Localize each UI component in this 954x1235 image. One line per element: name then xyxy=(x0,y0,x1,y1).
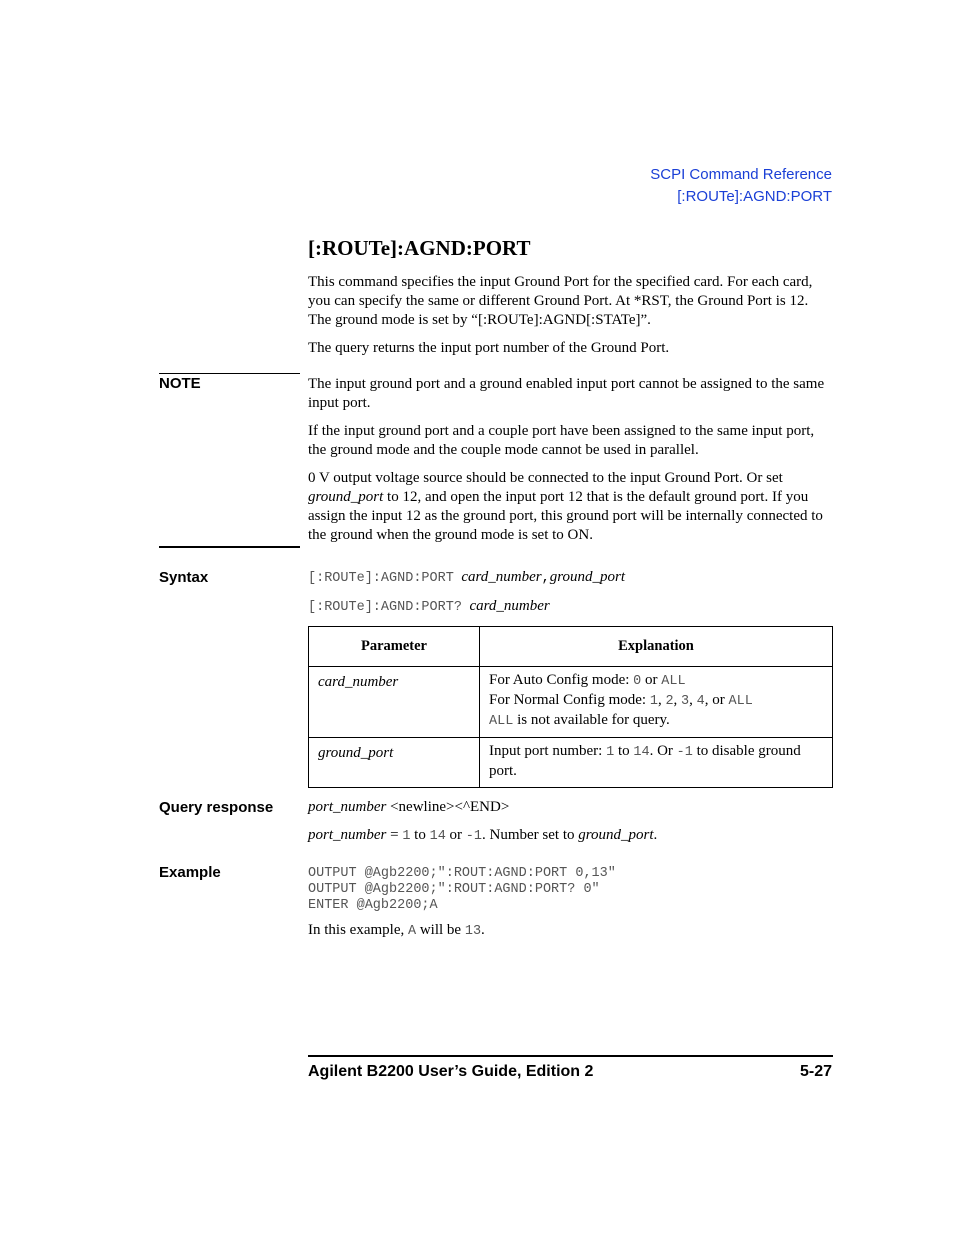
response-text: <newline><^END> xyxy=(386,799,510,815)
intro-section xyxy=(308,273,833,367)
value: 14 xyxy=(429,829,446,844)
value: ALL xyxy=(489,714,514,729)
text: to xyxy=(410,827,430,843)
query-response-label: Query response xyxy=(159,799,274,816)
intro-paragraph-1: This command specifies the input Ground Port for the specified card. For each card, you can specify the same or different Ground Port. At *RST, the Ground Port is 12. The ground mode is set by “[:ROUTe]:AGND[:STATe]”. xyxy=(308,274,813,328)
text: will be xyxy=(416,922,465,938)
intro-paragraph-2: The query returns the input port number of the Ground Port. xyxy=(308,340,670,356)
text: For Auto Config mode: xyxy=(489,672,634,688)
syntax-separator: , xyxy=(541,571,550,586)
param-explanation-cell xyxy=(480,738,833,788)
explanation-line xyxy=(489,671,823,691)
table-header-cell: Explanation xyxy=(480,627,833,667)
query-response-line-1 xyxy=(308,799,509,816)
explanation-line xyxy=(489,711,823,731)
value: 14 xyxy=(633,745,650,760)
syntax-arg: ground_port xyxy=(549,569,626,585)
note-bottom-rule xyxy=(159,546,300,548)
value: 4 xyxy=(696,694,705,709)
text: . xyxy=(653,827,658,843)
value: -1 xyxy=(465,829,482,844)
parameter-table xyxy=(308,626,833,788)
running-header-subsection: [:ROUTe]:AGND:PORT xyxy=(677,188,832,205)
response-param: ground_port xyxy=(578,827,654,843)
value: 1 xyxy=(402,829,411,844)
text: is not available for query. xyxy=(513,712,670,728)
footer-rule xyxy=(308,1055,833,1057)
text: , or xyxy=(704,692,729,708)
value: 2 xyxy=(665,694,674,709)
page-number: 5-27 xyxy=(799,1063,832,1080)
note-paragraph-3 xyxy=(308,469,833,545)
footer-title: Agilent B2200 User’s Guide, Edition 2 xyxy=(308,1063,594,1080)
value: 1 xyxy=(606,745,615,760)
code-line: OUTPUT @Agb2200;":ROUT:AGND:PORT 0,13" xyxy=(308,866,616,881)
value: 13 xyxy=(464,924,482,939)
param-name-cell: card_number xyxy=(309,667,480,738)
syntax-command: [:ROUTe]:AGND:PORT xyxy=(308,571,454,586)
syntax-command: [:ROUTe]:AGND:PORT? xyxy=(308,600,462,615)
note-text: to 12, and open the input port 12 that is the default ground port. If you assign the input 12 as the ground port, this ground port will be internally connected to the ground when the ground mode is set to ON. xyxy=(308,489,823,543)
value: ALL xyxy=(661,674,686,689)
value: 0 xyxy=(633,674,642,689)
note-param: ground_port xyxy=(308,489,384,505)
query-response-line-2 xyxy=(308,827,657,844)
example-result xyxy=(308,922,485,939)
text: , xyxy=(657,692,666,708)
note-top-rule xyxy=(159,373,300,374)
table-header-row xyxy=(309,627,833,667)
value: A xyxy=(407,924,417,939)
text: . xyxy=(481,922,485,938)
table-header-cell: Parameter xyxy=(309,627,480,667)
value: 1 xyxy=(649,694,658,709)
text: Input port number: xyxy=(489,743,607,759)
value: 3 xyxy=(681,694,690,709)
text: . Or xyxy=(649,743,677,759)
syntax-label: Syntax xyxy=(159,569,209,586)
syntax-arg: card_number xyxy=(469,598,550,614)
page-title: [:ROUTe]:AGND:PORT xyxy=(308,236,531,260)
table-row xyxy=(309,667,833,738)
code-line: ENTER @Agb2200;A xyxy=(308,898,438,913)
response-param: port_number xyxy=(308,827,387,843)
text: , xyxy=(673,692,682,708)
text: . Number set to xyxy=(482,827,579,843)
example-code-block xyxy=(308,866,616,914)
note-label: NOTE xyxy=(159,375,201,392)
value: -1 xyxy=(676,745,693,760)
syntax-arg: card_number xyxy=(461,569,542,585)
note-body xyxy=(308,375,833,554)
note-paragraph-2: If the input ground port and a couple port have been assigned to the same input port, the ground mode and the couple mode cannot be used in parallel. xyxy=(308,423,815,458)
syntax-line-2 xyxy=(308,598,550,615)
table-row xyxy=(309,738,833,788)
running-header-section: SCPI Command Reference xyxy=(650,166,832,183)
example-label: Example xyxy=(159,864,221,881)
text: or xyxy=(641,672,662,688)
value: ALL xyxy=(728,694,753,709)
text: = xyxy=(386,827,403,843)
response-param: port_number xyxy=(308,799,387,815)
text: to xyxy=(614,743,634,759)
text: or xyxy=(445,827,466,843)
explanation-line xyxy=(489,691,823,711)
note-paragraph-1: The input ground port and a ground enabled input port cannot be assigned to the same input port. xyxy=(308,376,825,411)
note-text: 0 V output voltage source should be connected to the input Ground Port. Or set xyxy=(308,470,783,486)
syntax-line-1 xyxy=(308,569,625,586)
text: In this example, xyxy=(308,922,408,938)
text: to disable ground port. xyxy=(489,743,801,779)
text: For Normal Config mode: xyxy=(489,692,650,708)
code-line: OUTPUT @Agb2200;":ROUT:AGND:PORT? 0" xyxy=(308,882,600,897)
param-name-cell: ground_port xyxy=(309,738,480,788)
text: , xyxy=(689,692,697,708)
param-explanation-cell xyxy=(480,667,833,738)
